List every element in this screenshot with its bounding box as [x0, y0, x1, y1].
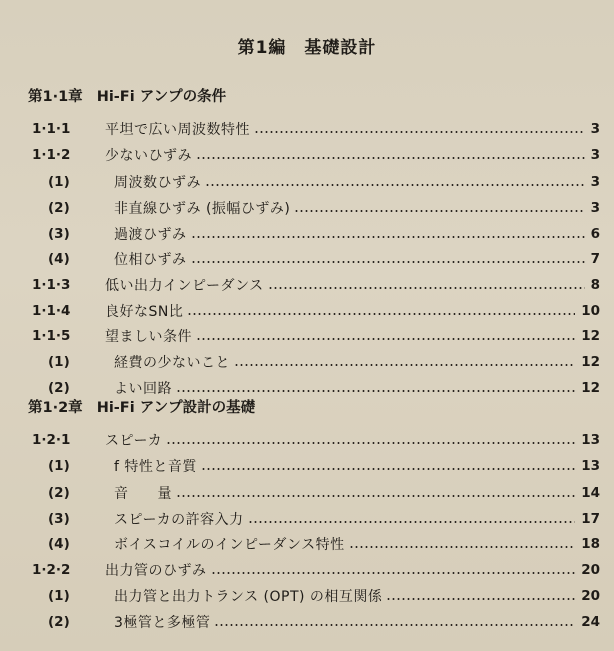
toc-entry: [0, 507, 614, 531]
entry-title: 非直線ひずみ (振幅ひずみ): [114, 201, 291, 217]
entry-page-number: 17: [581, 511, 600, 527]
entry-number: 1·1·2: [32, 147, 71, 163]
entry-title: 望ましい条件: [105, 329, 192, 345]
entry-title: スピーカ: [105, 433, 163, 449]
entry-number: (2): [48, 380, 70, 396]
toc-entry: [0, 196, 614, 220]
dot-leader: [191, 261, 585, 263]
dot-leader: [234, 364, 575, 366]
entry-page-number: 3: [590, 200, 600, 216]
entry-number: 1·1·3: [32, 277, 71, 293]
entry-page-number: 18: [581, 536, 600, 552]
entry-number: (4): [48, 251, 70, 267]
toc-entry: [0, 350, 614, 374]
toc-entry: [0, 117, 614, 141]
entry-number: 1·1·4: [32, 303, 71, 319]
dot-leader: [248, 521, 576, 523]
entry-title: スピーカの許容入力: [114, 512, 244, 528]
entry-page-number: 12: [581, 328, 600, 344]
dot-leader: [176, 495, 575, 497]
chapter-title: Hi-Fi アンプ設計の基礎: [96, 400, 256, 416]
toc-entry: [0, 247, 614, 271]
entry-title: 良好なSN比: [105, 304, 184, 320]
toc-entry: [0, 273, 614, 297]
chapter-heading: [28, 85, 226, 106]
toc-entry: [0, 454, 614, 478]
chapter-heading: [28, 396, 255, 417]
toc-entry: [0, 558, 614, 582]
entry-page-number: 13: [581, 432, 600, 448]
entry-number: 1·1·5: [32, 328, 71, 344]
toc-entry: [0, 170, 614, 194]
entry-page-number: 3: [590, 147, 600, 163]
entry-number: (1): [48, 588, 70, 604]
entry-page-number: 10: [581, 303, 600, 319]
entry-page-number: 3: [590, 174, 600, 190]
chapter-number: 第1·1章: [28, 89, 83, 105]
toc-entry: [0, 584, 614, 608]
entry-page-number: 3: [590, 121, 600, 137]
entry-number: 1·2·1: [32, 432, 71, 448]
entry-page-number: 12: [581, 354, 600, 370]
dot-leader: [211, 572, 576, 574]
entry-page-number: 13: [581, 458, 600, 474]
dot-leader: [191, 236, 585, 238]
entry-number: (2): [48, 614, 70, 630]
entry-title: 平坦で広い周波数特性: [105, 122, 250, 138]
entry-number: (2): [48, 485, 70, 501]
dot-leader: [214, 624, 575, 626]
entry-page-number: 7: [590, 251, 600, 267]
entry-page-number: 8: [590, 277, 600, 293]
dot-leader: [254, 131, 585, 133]
entry-title: 出力管と出力トランス (OPT) の相互関係: [114, 589, 383, 605]
entry-number: (1): [48, 354, 70, 370]
chapter-number: 第1·2章: [28, 400, 83, 416]
entry-number: 1·2·2: [32, 562, 71, 578]
toc-entry: [0, 222, 614, 246]
toc-entry: [0, 143, 614, 167]
entry-number: (1): [48, 174, 70, 190]
dot-leader: [205, 184, 585, 186]
dot-leader: [201, 468, 575, 470]
dot-leader: [386, 598, 575, 600]
toc-entry: [0, 532, 614, 556]
toc-entry: [0, 299, 614, 323]
entry-title: 少ないひずみ: [105, 148, 192, 164]
entry-number: (1): [48, 458, 70, 474]
entry-title: ボイスコイルのインピーダンス特性: [114, 537, 345, 553]
entry-title: f 特性と音質: [114, 459, 197, 475]
dot-leader: [176, 390, 575, 392]
dot-leader: [187, 313, 575, 315]
toc-entry: [0, 481, 614, 505]
dot-leader: [166, 442, 575, 444]
toc-entry: [0, 324, 614, 348]
entry-title: 位相ひずみ: [114, 252, 187, 268]
part-title: 第1編 基礎設計: [237, 38, 377, 58]
entry-page-number: 12: [581, 380, 600, 396]
dot-leader: [268, 287, 585, 289]
entry-title: 低い出力インピーダンス: [105, 278, 264, 294]
toc-entry: [0, 428, 614, 452]
entry-page-number: 6: [590, 226, 600, 242]
entry-number: 1·1·1: [32, 121, 71, 137]
entry-title: 3極管と多極管: [114, 615, 211, 631]
entry-number: (3): [48, 511, 70, 527]
entry-page-number: 24: [581, 614, 600, 630]
dot-leader: [294, 210, 584, 212]
entry-title: よい回路: [114, 381, 172, 397]
entry-title: 過渡ひずみ: [114, 227, 187, 243]
entry-page-number: 20: [581, 562, 600, 578]
dot-leader: [196, 157, 585, 159]
entry-page-number: 20: [581, 588, 600, 604]
entry-number: (2): [48, 200, 70, 216]
entry-title: 経費の少ないこと: [114, 355, 230, 371]
entry-number: (4): [48, 536, 70, 552]
dot-leader: [196, 338, 575, 340]
entry-title: 音 量: [114, 486, 172, 502]
entry-page-number: 14: [581, 485, 600, 501]
entry-title: 周波数ひずみ: [114, 175, 201, 191]
entry-title: 出力管のひずみ: [105, 563, 207, 579]
entry-number: (3): [48, 226, 70, 242]
toc-entry: [0, 610, 614, 634]
chapter-title: Hi-Fi アンプの条件: [96, 89, 227, 105]
dot-leader: [349, 546, 576, 548]
